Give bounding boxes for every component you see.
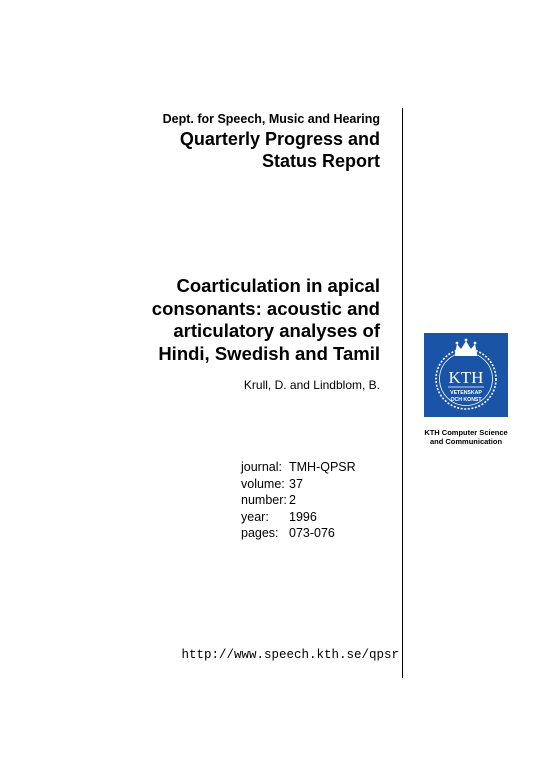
series-title [180, 128, 380, 172]
metadata-value: 2 [289, 493, 296, 507]
metadata-label: number: [241, 493, 287, 507]
metadata-label: volume: [241, 476, 285, 491]
report-url-link[interactable]: http://www.speech.kth.se/qpsr [181, 648, 399, 662]
metadata-row [241, 525, 356, 542]
metadata-value: 37 [289, 476, 303, 491]
logo-caption-line: and Communication [429, 437, 503, 446]
article-title-line: consonants: acoustic and [151, 297, 380, 319]
metadata-label: pages: [241, 526, 279, 540]
logo-mark: KTH [448, 368, 484, 387]
article-title [152, 275, 380, 365]
metadata-value: 073-076 [289, 526, 335, 540]
logo-motto-line: OCH KONST [450, 397, 482, 403]
kth-logo-graphic [424, 333, 508, 417]
article-title-line: articulatory analyses of [173, 320, 380, 341]
article-title-line: Coarticulation in apical [176, 275, 380, 296]
logo-caption [412, 428, 520, 446]
logo-caption-line: KTH Computer Science [424, 428, 508, 437]
metadata-value: 1996 [289, 509, 317, 524]
metadata-value: TMH-QPSR [289, 460, 356, 474]
logo-motto-line: VETENSKAP [450, 390, 482, 396]
series-title-line: Quarterly Progress and [179, 129, 380, 149]
metadata-row [241, 459, 356, 476]
metadata-table [241, 459, 356, 542]
series-title-line: Status Report [261, 151, 380, 171]
authors: Krull, D. and Lindblom, B. [243, 378, 380, 392]
metadata-row [241, 492, 356, 509]
metadata-label: journal: [241, 460, 282, 474]
vertical-rule [402, 108, 403, 678]
metadata-label: year: [241, 509, 269, 524]
kth-crown-logo-icon [424, 333, 508, 417]
metadata-row [241, 509, 356, 526]
metadata-row [241, 476, 356, 493]
article-title-line: Hindi, Swedish and Tamil [158, 342, 380, 364]
department-name: Dept. for Speech, Music and Hearing [162, 112, 380, 126]
